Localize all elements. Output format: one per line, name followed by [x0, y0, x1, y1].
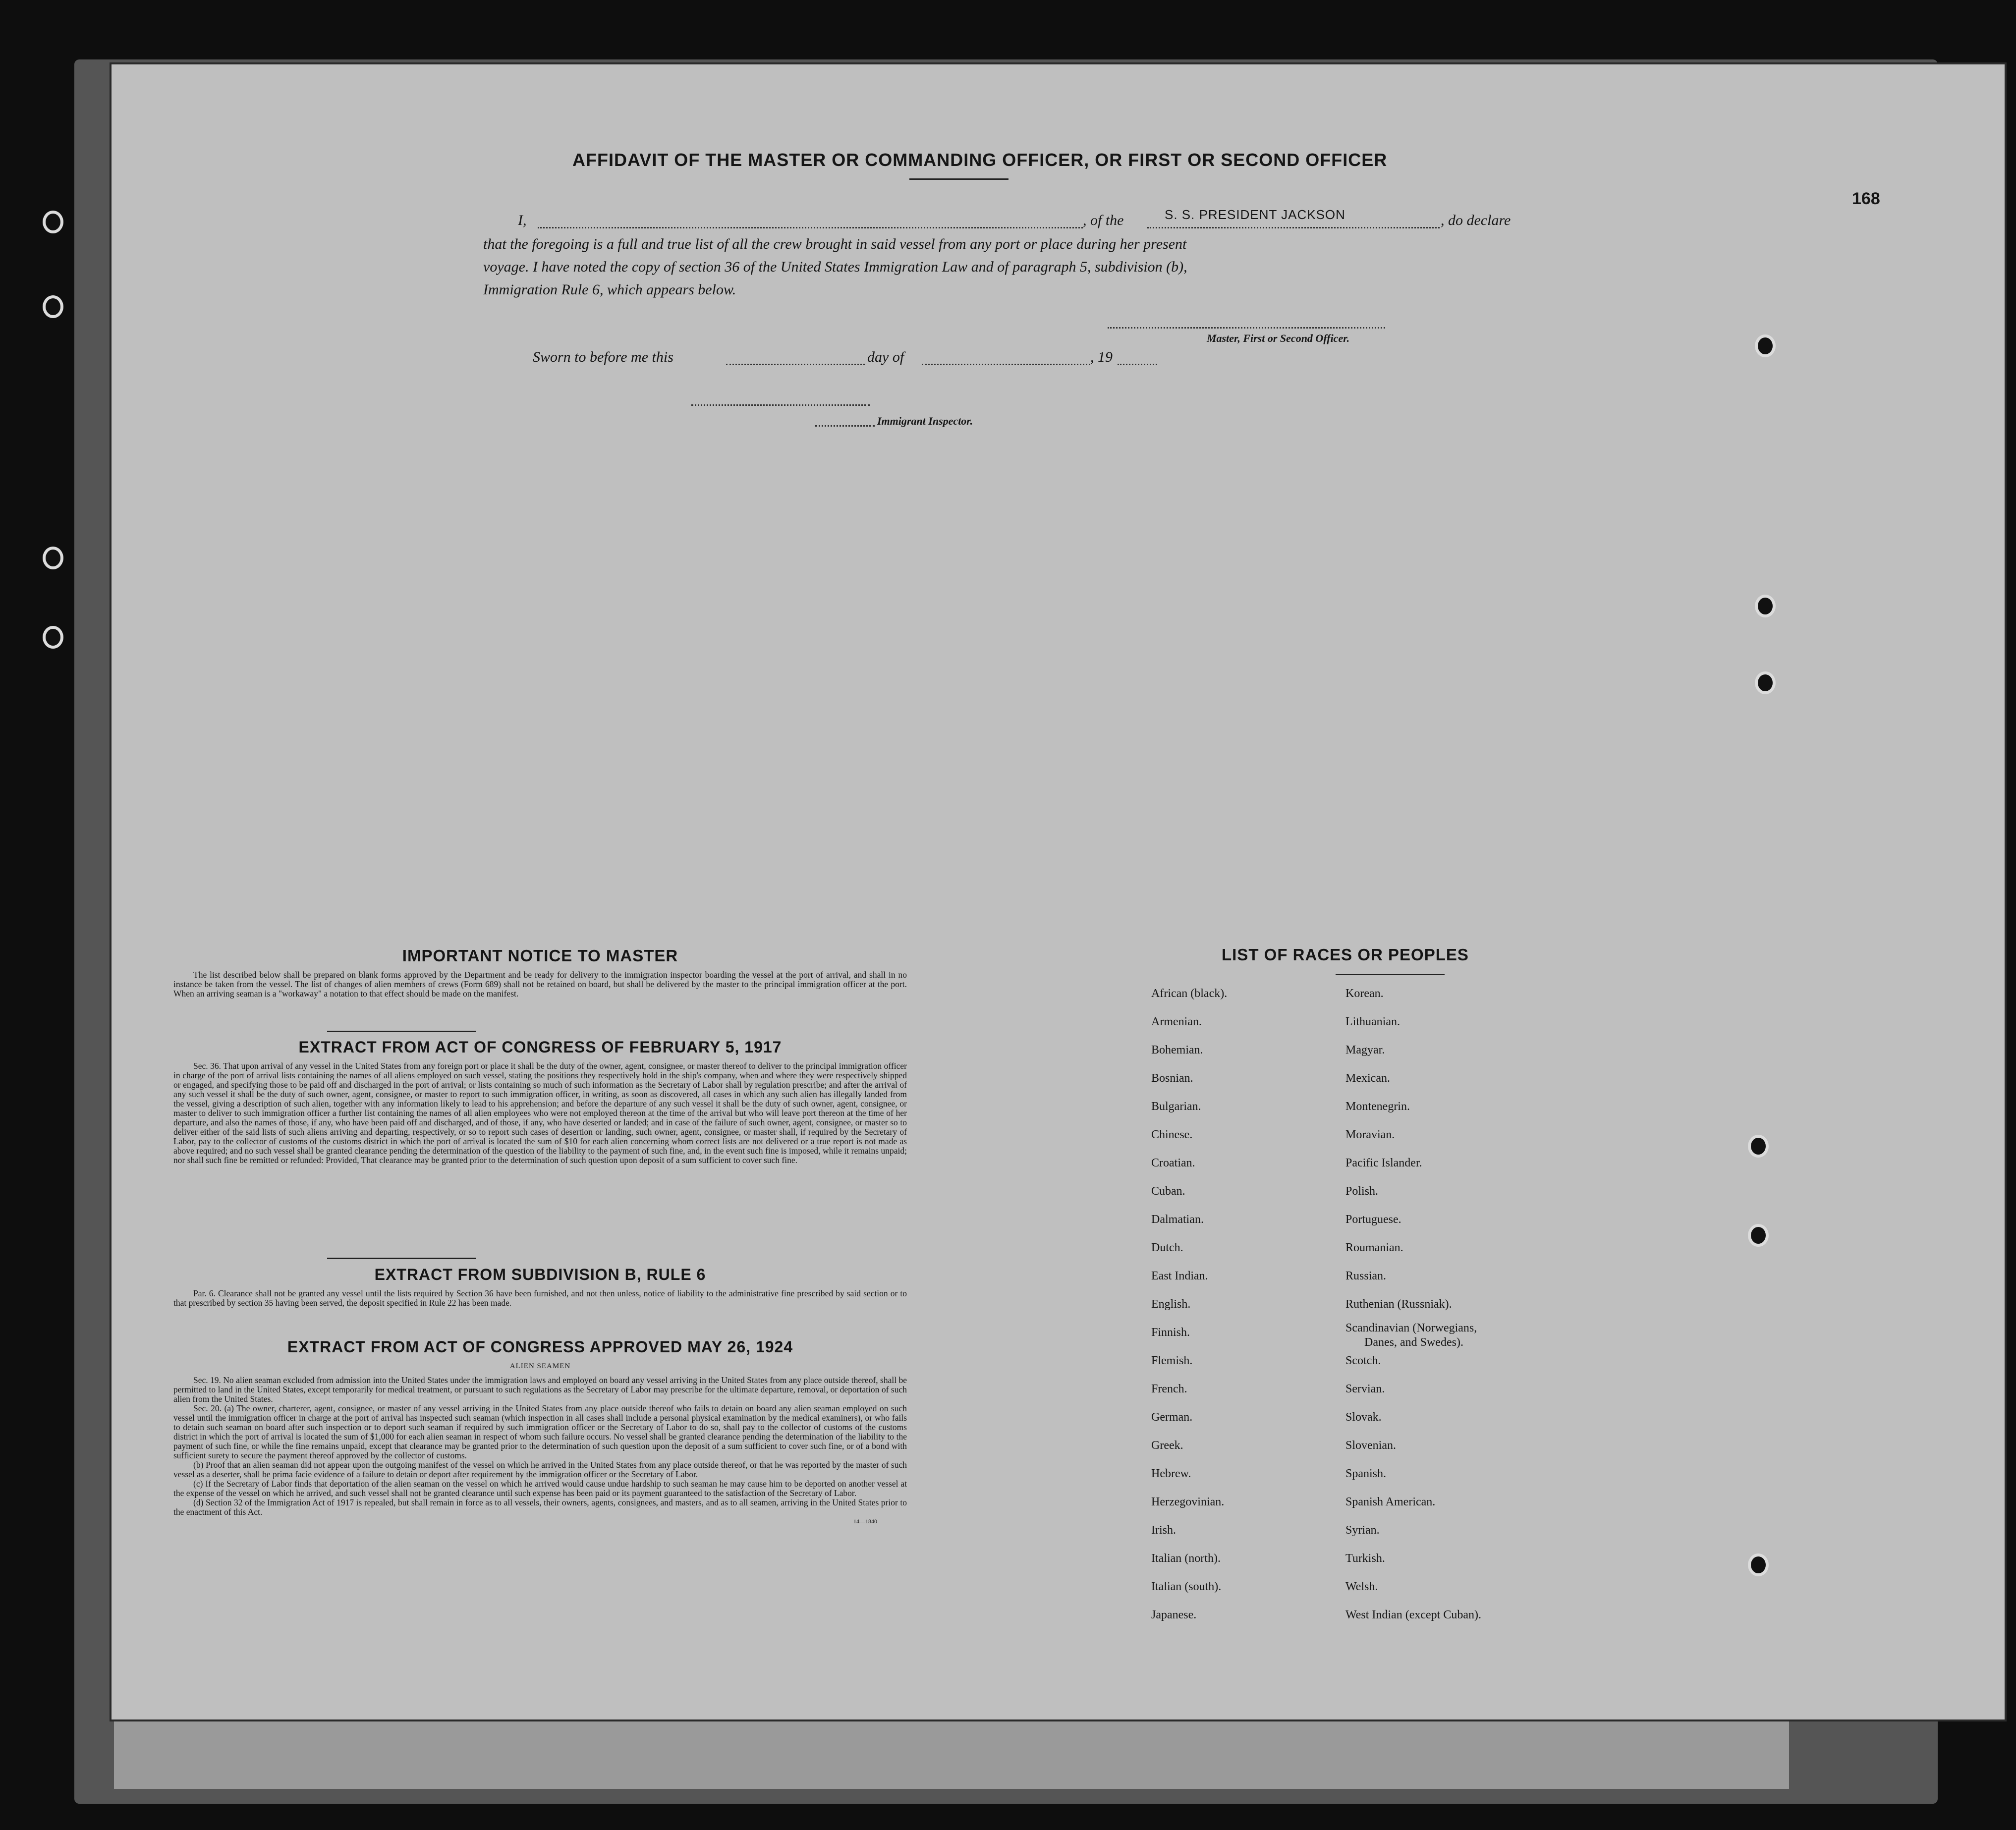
extract-1924-sec20d: (d) Section 32 of the Immigration Act of 1917 is repealed, but shall remain in force as to all vessels, their owners, agents, consignees, and masters, and as to all seamen, arriving in the United States prior to the enactment of this Act. [173, 1497, 907, 1517]
officer-signature-blank [1108, 327, 1385, 329]
extract-1924-subtitle: ALIEN SEAMEN [509, 1362, 571, 1370]
race-item: African (black). [1151, 987, 1228, 1000]
extract-1924-title: EXTRACT FROM ACT OF CONGRESS APPROVED MAY 26, 1924 [287, 1338, 793, 1356]
affidavit-line4: Immigration Rule 6, which appears below. [483, 281, 736, 298]
binder-hole [1748, 1553, 1769, 1576]
race-item: Dalmatian. [1151, 1213, 1204, 1226]
race-item: West Indian (except Cuban). [1345, 1608, 1481, 1621]
race-item: English. [1151, 1298, 1191, 1311]
race-item: Mexican. [1345, 1072, 1390, 1085]
page-number: 168 [1852, 189, 1880, 208]
race-item: Russian. [1345, 1270, 1387, 1282]
race-item: Scotch. [1345, 1354, 1381, 1367]
race-item: Chinese. [1151, 1128, 1193, 1141]
notice-paragraph: The list described below shall be prepared on blank forms approved by the Department and be ready for delivery to the immigration inspector boarding the vessel at the port of arrival, and shall in no instance be taken from the vessel. The list of changes of alien members of crews (Form 689) shall not be retained on board, but shall be delivered by the master to the principal immigration officer at the port. When an arriving seaman is a "workaway" a notation to that effect should be made on the manifest. [173, 970, 907, 998]
affidavit-title: AFFIDAVIT OF THE MASTER OR COMMANDING OFFICER, OR FIRST OR SECOND OFFICER [572, 150, 1388, 170]
divider-rule [327, 1258, 476, 1259]
races-title: LIST OF RACES OR PEOPLES [1222, 945, 1469, 964]
vessel-name: S. S. PRESIDENT JACKSON [1165, 207, 1345, 222]
race-item: Turkish. [1345, 1552, 1385, 1565]
race-item: Servian. [1345, 1383, 1385, 1395]
inspector-label: Immigrant Inspector. [877, 415, 973, 427]
race-item: Italian (north). [1151, 1552, 1221, 1565]
race-item: Moravian. [1345, 1128, 1395, 1141]
binder-hole [43, 295, 63, 318]
races-title-rule [1336, 974, 1445, 975]
race-item: Spanish. [1345, 1467, 1387, 1480]
race-item: Portuguese. [1345, 1213, 1401, 1226]
race-item: Bohemian. [1151, 1044, 1203, 1056]
officer-label: Master, First or Second Officer. [1207, 332, 1350, 344]
form-number: 14—1840 [853, 1518, 877, 1525]
notice-title: IMPORTANT NOTICE TO MASTER [402, 946, 678, 965]
extract-1924-sec20c: (c) If the Secretary of Labor finds that deportation of the alien seaman on the vessel on which he arrived would cause undue hardship to such seaman he may cause him to be deported on another vessel at the expense of the vessel on which he arrived, and such vessel shall not be granted clearance until such expense has been paid or its payment guaranteed to the satisfaction of the Secretary of Labor. [173, 1479, 907, 1498]
race-item: German. [1151, 1411, 1193, 1424]
rule6-paragraph: Par. 6. Clearance shall not be granted any vessel until the lists required by Section 36 have been furnished, and not then unless, notice of liability to the administrative fine prescribed by said section or to that prescribed by section 35 having been served, the deposit specified in Rule 22 has been made. [173, 1288, 907, 1308]
affidavit-declare: , do declare [1441, 212, 1511, 228]
vessel-blank [1147, 227, 1440, 228]
race-item: Bosnian. [1151, 1072, 1193, 1085]
sworn-year-blank [1118, 364, 1157, 365]
race-item: Slovenian. [1345, 1439, 1396, 1452]
race-item: Danes, and Swedes). [1364, 1336, 1463, 1349]
sworn-text: Sworn to before me this [533, 349, 673, 365]
race-item: Irish. [1151, 1524, 1176, 1537]
race-item: East Indian. [1151, 1270, 1208, 1282]
race-item: Croatian. [1151, 1157, 1195, 1169]
race-item: Pacific Islander. [1345, 1157, 1422, 1169]
race-item: Dutch. [1151, 1241, 1183, 1254]
race-item: Montenegrin. [1345, 1100, 1410, 1113]
sworn-day-blank [726, 364, 865, 365]
extract-1924-sec19: Sec. 19. No alien seaman excluded from admission into the United States under the immigration laws and employed on board any vessel arriving in the United States from any place outside thereof, shall be permitted to land in the United States, except temporarily for medical treatment, or pursuant to such regulations as the Secretary of Labor may prescribe for the ultimate departure, removal, or deportation of such alien from the United States. [173, 1375, 907, 1404]
race-item: Cuban. [1151, 1185, 1185, 1198]
race-item: Greek. [1151, 1439, 1183, 1452]
race-item: Scandinavian (Norwegians, [1345, 1322, 1477, 1334]
binder-hole [43, 547, 63, 569]
rule6-section [173, 1266, 907, 1308]
binder-hole [43, 626, 63, 649]
manifest-page [112, 64, 2005, 1719]
sworn-year-prefix: , 19 [1090, 349, 1113, 365]
binder-hole [1755, 595, 1776, 617]
binder-hole [1748, 1224, 1769, 1247]
divider-rule [327, 1031, 476, 1032]
extract-1917-paragraph: Sec. 36. That upon arrival of any vessel in the United States from any foreign port or place it shall be the duty of the owner, agent, consignee, or master thereof to deliver to the principal immigration officer in charge of the port of arrival lists containing the names of all aliens employed on such vessel, stating the positions they respectively hold in the ship's company, when and where they were respectively shipped or engaged, and specifying those to be paid off and discharged in the port of arrival; or lists containing so much of such information as the Secretary of Labor shall by regulation prescribe; and after the arrival of any such vessel it shall be the duty of such owner, agent, consignee, or master to report to such immigration officer, in writing, as soon as discovered, all cases in which any such alien has illegally landed from the vessel, giving a description of such alien, together with any information likely to lead to his apprehension; and before the departure of any such vessel it shall be the duty of such owner, agent, consignee, or master to deliver to such immigration officer a further list containing the names of all alien employees who were not employed thereon at the time of the arrival but who will leave port thereon at the time of her departure, and also the names of those, if any, who have been paid off and discharged, and of those, if any, who have deserted or landed; and in case of the failure of such owner, agent, consignee, or master so to deliver either of the said lists of such aliens arriving and departing, respectively, or so to report such cases of desertion or landing, such owner, agent, consignee, or master shall, if required by the Secretary of Labor, pay to the collector of customs of the customs district in which the port of arrival is located the sum of $10 for each alien concerning whom correct lists are not delivered or a true report is not made as above required; and no such vessel shall be granted clearance pending the determination of the question of the liability to the payment of such fine, and, in the event such fine is imposed, while it remains unpaid; nor shall such fine be remitted or refunded: Provided, That clearance may be granted prior to the determination of such question upon deposit of a sum sufficient to cover such fine. [173, 1061, 907, 1165]
affidavit-of-the: , of the [1083, 212, 1124, 228]
race-item: Herzegovinian. [1151, 1496, 1225, 1508]
notice-section [173, 946, 907, 998]
sworn-month-blank [922, 364, 1090, 365]
race-item: Bulgarian. [1151, 1100, 1201, 1113]
rule6-text [173, 1289, 907, 1308]
notice-text [173, 970, 907, 998]
race-item: Hebrew. [1151, 1467, 1191, 1480]
race-item: Finnish. [1151, 1326, 1190, 1339]
extract-1917-text [173, 1061, 907, 1165]
race-item: Syrian. [1345, 1524, 1380, 1537]
extract-1917-title: EXTRACT FROM ACT OF CONGRESS OF FEBRUARY 5, 1917 [298, 1038, 782, 1056]
race-item: Italian (south). [1151, 1580, 1222, 1593]
binder-hole [1755, 334, 1776, 357]
extract-1924-sec20b: (b) Proof that an alien seaman did not appear upon the outgoing manifest of the vessel on which he arrived in the United States from any place outside thereof, or that he was reported by the master of such vessel as a deserter, shall be prima facie evidence of a failure to detain or deport after requirement by the immigration officer or the Secretary of Labor. [173, 1460, 907, 1479]
extract-1924-text [173, 1376, 907, 1526]
affidavit-line2: that the foregoing is a full and true list of all the crew brought in said vessel from any port or place during her present [483, 236, 1187, 252]
race-item: Armenian. [1151, 1015, 1202, 1028]
race-item: French. [1151, 1383, 1187, 1395]
binder-hole [1755, 671, 1776, 694]
sworn-day-of: day of [867, 349, 904, 365]
race-item: Korean. [1345, 987, 1384, 1000]
race-item: Lithuanian. [1345, 1015, 1400, 1028]
affidavit-line1-start: I, [518, 212, 527, 228]
rule6-title: EXTRACT FROM SUBDIVISION B, RULE 6 [374, 1266, 706, 1283]
affidavit-line3: voyage. I have noted the copy of section 36 of the United States Immigration Law and of paragraph 5, subdivision (b), [483, 259, 1187, 275]
title-rule [909, 178, 1008, 180]
race-item: Polish. [1345, 1185, 1379, 1198]
race-item: Spanish American. [1345, 1496, 1436, 1508]
race-item: Ruthenian (Russniak). [1345, 1298, 1452, 1311]
name-blank [538, 227, 1083, 228]
race-item: Magyar. [1345, 1044, 1385, 1056]
binder-hole [43, 211, 63, 233]
binder-hole [1748, 1135, 1769, 1158]
race-item: Roumanian. [1345, 1241, 1403, 1254]
race-item: Welsh. [1345, 1580, 1378, 1593]
extract-1924-section [173, 1338, 907, 1526]
race-item: Japanese. [1151, 1608, 1197, 1621]
race-item: Slovak. [1345, 1411, 1382, 1424]
inspector-label-blank [815, 425, 875, 427]
extract-1917-section [173, 1038, 907, 1165]
extract-1924-sec20a: Sec. 20. (a) The owner, charterer, agent, consignee, or master of any vessel arriving in the United States from any place outside thereof who fails to detain on board any alien seaman employed on such vessel until the immigration officer in charge at the port of arrival has inspected such seaman (which inspection in all cases shall include a personal physical examination by the medical examiners), or who fails to detain such seaman on board after such inspection or to deport such seaman if required by such immigration officer or the Secretary of Labor to do so, shall pay to the collector of customs of the customs district in which the port of arrival is located the sum of $1,000 for each alien seaman in respect of whom such failure occurs. No vessel shall be granted clearance pending the determination of the liability to the payment of such fine, or while the fine remains unpaid, except that clearance may be granted prior to the determination of such question upon the deposit of a sum sufficient to cover such fine, or of a bond with sufficient surety to secure the payment thereof approved by the collector of customs. [173, 1403, 907, 1460]
race-item: Flemish. [1151, 1354, 1193, 1367]
inspector-signature-blank [691, 404, 870, 406]
